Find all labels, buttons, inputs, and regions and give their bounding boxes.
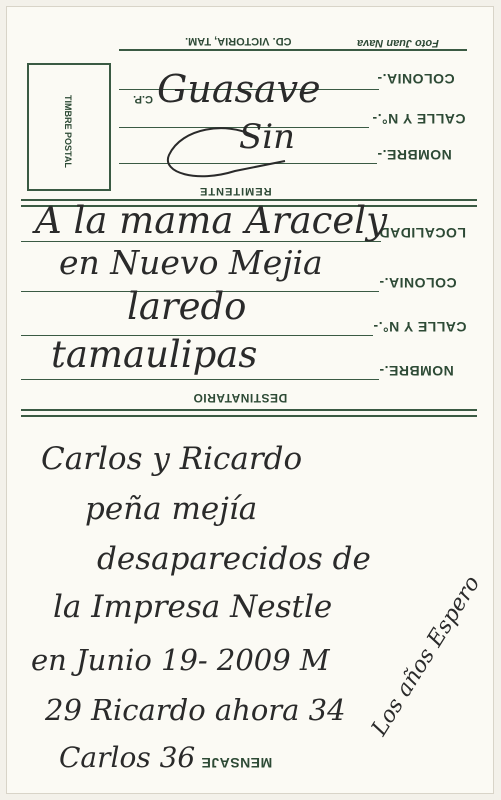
addressee-city-handwriting: laredo [127, 285, 247, 328]
remitente-label: REMITENTE [199, 185, 272, 197]
sender-initial-stroke [157, 117, 307, 187]
photographer-credit: Foto Juan Nava [357, 37, 439, 49]
remitente-calle-label: CALLE Y N°.- [372, 111, 466, 127]
mensaje-label: MENSAJE [201, 755, 273, 771]
message-line-7-carlos: Carlos 36 [59, 741, 196, 774]
margin-note: Los años Espero [367, 571, 486, 741]
cp-label: C.P. [133, 93, 153, 105]
dest-calle-label: CALLE Y N°.- [373, 319, 467, 335]
city-label: CD. VICTORIA, TAM. [185, 35, 292, 47]
message-line-1: Carlos y Ricardo [41, 441, 303, 477]
dest-line-4 [21, 379, 379, 380]
section-divider-4 [21, 415, 477, 417]
addressee-colonia-handwriting: en Nuevo Mejia [59, 243, 323, 282]
postcard-back [6, 6, 494, 794]
destinatario-label: DESTINATARIO [193, 391, 288, 405]
addressee-state-handwriting: tamaulipas [51, 333, 258, 376]
section-divider-3 [21, 409, 477, 411]
message-line-6: 29 Ricardo ahora 34 [45, 693, 346, 727]
message-line-3: desaparecidos de [97, 541, 371, 577]
stamp-label: TIMBRE POSTAL [63, 95, 73, 168]
sender-city-handwriting: Guasave [157, 67, 321, 111]
dest-colonia-label: COLONIA.- [379, 275, 457, 291]
dest-nombre-label: NOMBRE.- [379, 363, 454, 379]
remitente-colonia-label: COLONIA.- [377, 71, 455, 87]
stamp-box [27, 63, 111, 191]
message-line-2: peña mejía [85, 491, 258, 527]
addressee-name-handwriting: A la mama Aracely [35, 199, 388, 242]
message-line-4: la Impresa Nestle [53, 589, 333, 625]
sender-state-handwriting: Sin [239, 117, 296, 157]
remitente-nombre-label: NOMBRE.- [377, 147, 452, 163]
top-rule [119, 49, 467, 51]
localidad-label: LOCALIDAD [379, 225, 466, 241]
message-line-5: en Junio 19- 2009 M [31, 643, 330, 677]
